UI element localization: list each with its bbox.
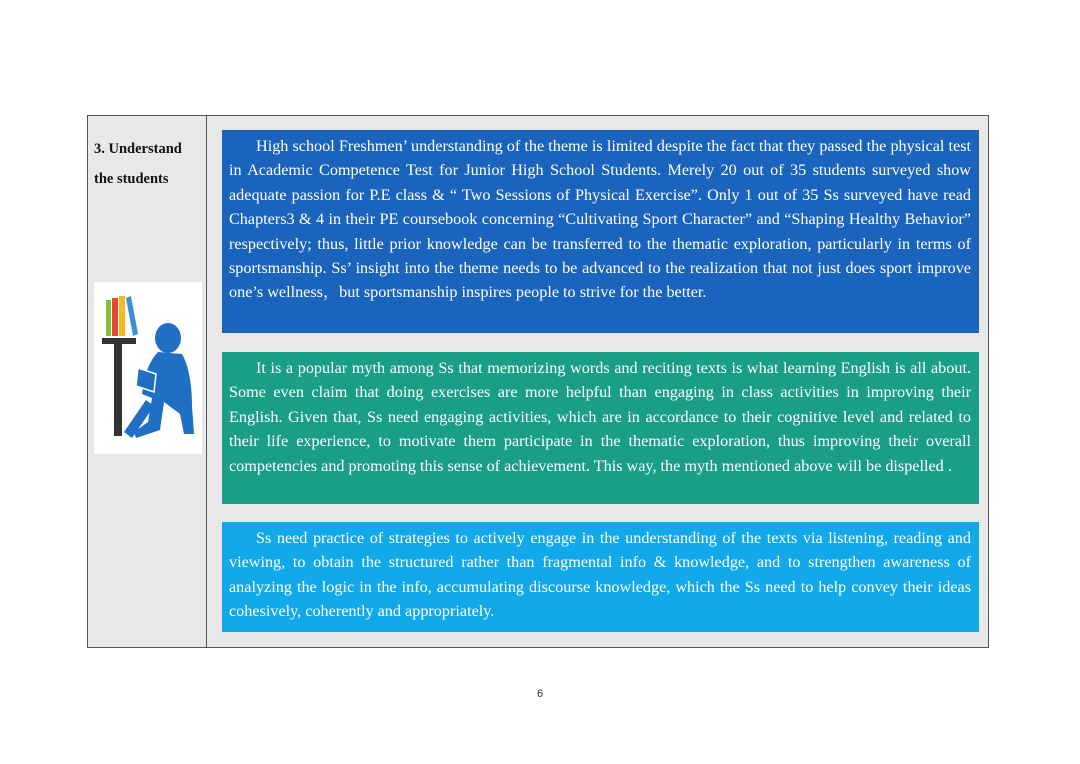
figure-head: [155, 323, 181, 353]
section-heading-line1: 3. Understand: [94, 141, 182, 157]
section-label-cell: [88, 116, 207, 647]
book-green: [106, 300, 111, 336]
section-heading-line2: the students: [94, 171, 169, 187]
paragraph-prior-knowledge: High school Freshmen’ understanding of the theme is limited despite the fact that they passed the physical test in Academic Competence Test for Junior High School Students. Merely 20 out of 35 students surveyed show adequate passion for P.E class & “ Two Sessions of Physical Exercise”. Only 1 out of 35 Ss surveyed have read Chapters3 & 4 in their PE coursebook concerning “Cultivating Sport Character” and “Shaping Healthy Behavior” respectively; thus, little prior knowledge can be transferred to the thematic exploration, particularly in terms of sportsmanship. Ss’ insight into the theme needs to be advanced to the realization that not just does sport improve one’s wellness，but sportsmanship inspires people to strive for the better.: [222, 130, 979, 333]
content-table: [87, 115, 989, 648]
content-cell: [207, 116, 988, 647]
book-red: [112, 298, 118, 336]
book-blue: [126, 296, 138, 336]
student-reading-at-bookshelf-icon: [94, 282, 202, 454]
shelf-pole: [114, 344, 122, 436]
paragraph-learning-myth: It is a popular myth among Ss that memorizing words and reciting texts is what learning English is all about. Some even claim that doing exercises are more helpful than engaging in class activities in improving their English. Given that, Ss need engaging activities, which are in accordance to their cognitive level and related to their life experience, to motivate them participate in the thematic exploration, thus improving their overall competencies and promoting this sense of achievement. This way, the myth mentioned above will be dispelled .: [222, 352, 979, 504]
shelf-top: [102, 338, 136, 344]
figure-body: [134, 352, 194, 438]
book-yellow: [119, 296, 125, 336]
student-reading-illustration: [94, 282, 202, 454]
paragraph-strategy-needs: Ss need practice of strategies to actively engage in the understanding of the texts via listening, reading and viewing, to obtain the structured rather than fragmental info & knowledge, and to strengthen awareness of analyzing the logic in the info, accumulating discourse knowledge, which the Ss need to help convey their ideas cohesively, coherently and appropriately.: [222, 522, 979, 632]
section-heading: [94, 134, 182, 194]
page-number: 6: [536, 688, 544, 700]
